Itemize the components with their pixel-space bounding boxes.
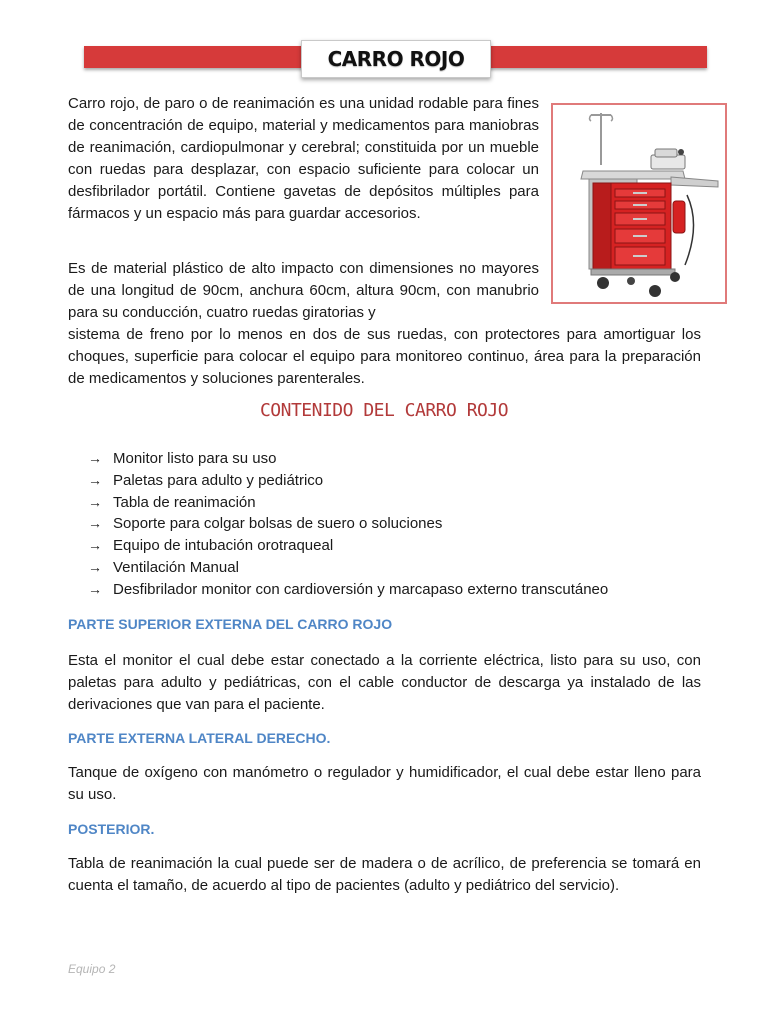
page-footer: Equipo 2 [68,962,116,976]
section-body-top: Esta el monitor el cual debe estar conectado a la corriente eléctrica, listo para su uso, con paletas para adulto y pediátricas, con el cable conductor de descarga ya instalado de las derivaciones que van para el paciente. [68,652,701,713]
contents-heading: CONTENIDO DEL CARRO ROJO [259,400,509,421]
list-item: → Equipo de intubación orotraqueal [88,535,608,557]
intro-paragraph-2-continued: sistema de freno por lo menos en dos de sus ruedas, con protectores para amortiguar los choques, superficie para colocar el equipo para monitoreo continuo, área para la preparación de medicamentos y soluciones parenterales. [68,326,701,387]
list-item: → Soporte para colgar bolsas de suero o soluciones [88,513,608,535]
arrow-right-icon: → [88,515,102,532]
page-title-box [301,40,491,78]
arrow-right-icon: → [88,493,102,510]
intro-paragraph-1: Carro rojo, de paro o de reanimación es una unidad rodable para fines de concentración de equipo, material y medicamentos para maniobras de reanimación, cardiopulmonar y cerebral; constituida por un mueble con ruedas para desplazar, con espacio suficiente para colocar un desfibrilador portátil. Contiene gavetas de depósitos múltiples para fármacos y un espacio más para guardar accesorios. [68,95,539,222]
arrow-right-icon: → [88,537,102,554]
arrow-right-icon: → [88,471,102,488]
section-heading-right-side: PARTE EXTERNA LATERAL DERECHO. [68,730,331,746]
intro-paragraph-2-wrapped: Es de material plástico de alto impacto con dimensiones no mayores de una longitud de 90cm, anchura 60cm, altura 90cm, con manubrio para su conducción, cuatro ruedas giratorias y [68,260,539,321]
list-item: → Monitor listo para su uso [88,448,608,470]
contents-list [88,448,608,601]
section-body-posterior: Tabla de reanimación la cual puede ser de madera o de acrílico, de preferencia se tomará en cuenta el tamaño, de acuerdo al tipo de pacientes (adulto y pediátrico del servicio). [68,855,701,894]
crash-cart-image [551,103,727,304]
crash-cart-illustration [553,105,725,302]
section-body-right-side: Tanque de oxígeno con manómetro o regulador y humidificador, el cual debe estar lleno para su uso. [68,764,701,803]
section-heading-posterior: POSTERIOR. [68,821,155,837]
arrow-right-icon: → [88,558,102,575]
list-item: → Tabla de reanimación [88,492,608,514]
list-item: → Ventilación Manual [88,557,608,579]
list-item: → Desfibrilador monitor con cardioversión y marcapaso externo transcutáneo [88,579,608,601]
arrow-right-icon: → [88,580,102,597]
list-item: → Paletas para adulto y pediátrico [88,470,608,492]
page-title: CARRO ROJO [327,47,465,71]
section-heading-top: PARTE SUPERIOR EXTERNA DEL CARRO ROJO [68,616,393,632]
arrow-right-icon: → [88,450,102,466]
